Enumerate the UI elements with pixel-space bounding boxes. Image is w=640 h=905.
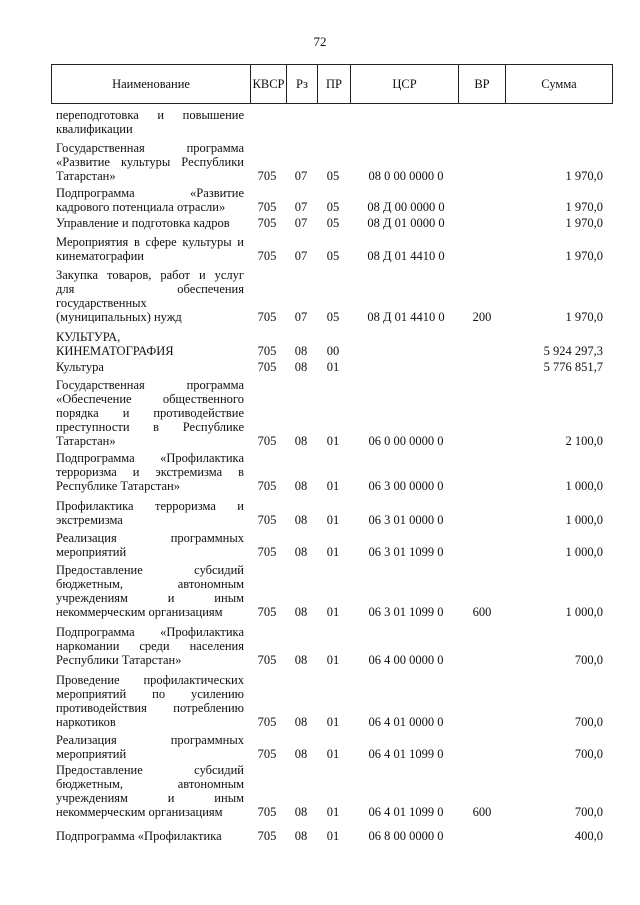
column-header-csr: ЦСР bbox=[351, 65, 459, 103]
cell-sum: 700,0 bbox=[574, 805, 603, 819]
cell-pr: 01 bbox=[326, 513, 340, 527]
cell-rz: 08 bbox=[294, 653, 308, 667]
row-name-line: квалификации bbox=[56, 122, 133, 136]
cell-kvsr: 705 bbox=[257, 479, 277, 493]
row-name-line: Закупка товаров, работ и услуг bbox=[56, 268, 244, 282]
row-name bbox=[56, 829, 244, 843]
cell-rz: 07 bbox=[294, 200, 308, 214]
row-name-line: кадрового потенциала отрасли» bbox=[56, 200, 226, 214]
cell-csr: 06 3 01 1099 0 bbox=[368, 605, 444, 619]
cell-rz: 08 bbox=[294, 805, 308, 819]
cell-pr: 01 bbox=[326, 605, 340, 619]
column-header-rz: Рз bbox=[287, 65, 318, 103]
row-name bbox=[56, 330, 244, 358]
cell-kvsr: 705 bbox=[257, 545, 277, 559]
cell-csr: 06 8 00 0000 0 bbox=[368, 829, 444, 843]
cell-rz: 07 bbox=[294, 310, 308, 324]
row-name-line: КИНЕМАТОГРАФИЯ bbox=[56, 344, 174, 358]
cell-sum: 1 000,0 bbox=[565, 545, 603, 559]
cell-csr: 06 3 01 1099 0 bbox=[368, 545, 444, 559]
cell-pr: 01 bbox=[326, 829, 340, 843]
column-header-vr: ВР bbox=[459, 65, 506, 103]
row-name-line: Проведение профилактических bbox=[56, 673, 244, 687]
table-header bbox=[51, 64, 613, 104]
cell-rz: 08 bbox=[294, 513, 308, 527]
cell-sum: 1 970,0 bbox=[565, 249, 603, 263]
column-header-kvsr: КВСР bbox=[251, 65, 287, 103]
cell-rz: 08 bbox=[294, 545, 308, 559]
row-name-line: некоммерческим организациям bbox=[56, 605, 223, 619]
cell-kvsr: 705 bbox=[257, 513, 277, 527]
cell-kvsr: 705 bbox=[257, 434, 277, 448]
row-name bbox=[56, 733, 244, 761]
cell-csr: 06 4 01 1099 0 bbox=[368, 747, 444, 761]
row-name bbox=[56, 563, 244, 619]
cell-kvsr: 705 bbox=[257, 169, 277, 183]
row-name-line: экстремизма bbox=[56, 513, 123, 527]
row-name-line: Подпрограмма «Профилактика bbox=[56, 625, 244, 639]
cell-sum: 400,0 bbox=[574, 829, 603, 843]
cell-sum: 700,0 bbox=[574, 715, 603, 729]
cell-rz: 07 bbox=[294, 249, 308, 263]
row-name bbox=[56, 499, 244, 527]
cell-csr: 06 3 01 0000 0 bbox=[368, 513, 444, 527]
cell-csr: 06 3 00 0000 0 bbox=[368, 479, 444, 493]
cell-pr: 01 bbox=[326, 545, 340, 559]
row-name-line: КУЛЬТУРА, bbox=[56, 330, 121, 344]
row-name-line: Республике Татарстан» bbox=[56, 479, 180, 493]
cell-csr: 08 0 00 0000 0 bbox=[368, 169, 444, 183]
cell-pr: 05 bbox=[326, 310, 340, 324]
row-name-line: порядка и противодействие bbox=[56, 406, 244, 420]
row-name-line: «Обеспечение общественного bbox=[56, 392, 244, 406]
cell-sum: 1 970,0 bbox=[565, 200, 603, 214]
cell-csr: 06 4 00 0000 0 bbox=[368, 653, 444, 667]
row-name-line: Подпрограмма «Развитие bbox=[56, 186, 244, 200]
row-name bbox=[56, 216, 244, 230]
cell-vr: 600 bbox=[472, 805, 492, 819]
row-name-line: государственных bbox=[56, 296, 147, 310]
row-name-line: Предоставление субсидий bbox=[56, 763, 244, 777]
row-name bbox=[56, 268, 244, 324]
cell-sum: 1 970,0 bbox=[565, 169, 603, 183]
cell-pr: 01 bbox=[326, 434, 340, 448]
row-name-line: Подпрограмма «Профилактика bbox=[56, 829, 222, 843]
cell-rz: 08 bbox=[294, 605, 308, 619]
cell-sum: 1 000,0 bbox=[565, 605, 603, 619]
row-name-line: наркотиков bbox=[56, 715, 116, 729]
cell-csr: 06 4 01 0000 0 bbox=[368, 715, 444, 729]
row-name-line: кинематографии bbox=[56, 249, 145, 263]
cell-pr: 01 bbox=[326, 715, 340, 729]
row-name-line: учреждениям и иным bbox=[56, 591, 244, 605]
cell-kvsr: 705 bbox=[257, 653, 277, 667]
cell-pr: 01 bbox=[326, 479, 340, 493]
row-name-line: Государственная программа bbox=[56, 141, 244, 155]
cell-csr: 08 Д 00 0000 0 bbox=[367, 200, 445, 214]
row-name-line: Реализация программных bbox=[56, 531, 244, 545]
row-name-line: Татарстан» bbox=[56, 169, 116, 183]
row-name-line: преступности в Республике bbox=[56, 420, 244, 434]
row-name-line: для обеспечения bbox=[56, 282, 244, 296]
row-name bbox=[56, 531, 244, 559]
cell-kvsr: 705 bbox=[257, 805, 277, 819]
cell-kvsr: 705 bbox=[257, 747, 277, 761]
row-name bbox=[56, 673, 244, 729]
page-number: 72 bbox=[313, 34, 327, 49]
row-name-line: мероприятий bbox=[56, 545, 127, 559]
cell-rz: 08 bbox=[294, 344, 308, 358]
cell-vr: 200 bbox=[472, 310, 492, 324]
column-header-name: Наименование bbox=[52, 65, 251, 103]
row-name-line: мероприятий по усилению bbox=[56, 687, 244, 701]
row-name-line: «Развитие культуры Республики bbox=[56, 155, 244, 169]
cell-rz: 08 bbox=[294, 479, 308, 493]
column-header-pr: ПР bbox=[318, 65, 351, 103]
cell-pr: 05 bbox=[326, 249, 340, 263]
cell-sum: 2 100,0 bbox=[565, 434, 603, 448]
row-name bbox=[56, 451, 244, 493]
row-name-line: Мероприятия в сфере культуры и bbox=[56, 235, 244, 249]
row-name bbox=[56, 625, 244, 667]
cell-kvsr: 705 bbox=[257, 216, 277, 230]
cell-sum: 5 924 297,3 bbox=[543, 344, 603, 358]
column-header-sum: Сумма bbox=[541, 77, 577, 91]
cell-rz: 08 bbox=[294, 434, 308, 448]
cell-sum: 1 000,0 bbox=[565, 479, 603, 493]
row-name-line: переподготовка и повышение bbox=[56, 108, 244, 122]
cell-sum: 1 970,0 bbox=[565, 310, 603, 324]
row-name-line: (муниципальных) нужд bbox=[56, 310, 182, 324]
cell-pr: 01 bbox=[326, 805, 340, 819]
cell-csr: 06 4 01 1099 0 bbox=[368, 805, 444, 819]
row-name-line: противодействия потреблению bbox=[56, 701, 244, 715]
cell-sum: 5 776 851,7 bbox=[543, 360, 603, 374]
row-name-line: Управление и подготовка кадров bbox=[56, 216, 230, 230]
cell-rz: 08 bbox=[294, 747, 308, 761]
cell-csr: 06 0 00 0000 0 bbox=[368, 434, 444, 448]
cell-kvsr: 705 bbox=[257, 344, 277, 358]
row-name-line: некоммерческим организациям bbox=[56, 805, 223, 819]
cell-csr: 08 Д 01 4410 0 bbox=[367, 310, 445, 324]
row-name-line: Татарстан» bbox=[56, 434, 116, 448]
row-name bbox=[56, 763, 244, 819]
row-name-line: Государственная программа bbox=[56, 378, 244, 392]
row-name-line: Профилактика терроризма и bbox=[56, 499, 244, 513]
cell-rz: 08 bbox=[294, 360, 308, 374]
cell-kvsr: 705 bbox=[257, 605, 277, 619]
row-name bbox=[56, 108, 244, 136]
cell-rz: 07 bbox=[294, 216, 308, 230]
cell-kvsr: 705 bbox=[257, 360, 277, 374]
cell-pr: 05 bbox=[326, 200, 340, 214]
row-name-line: мероприятий bbox=[56, 747, 127, 761]
row-name-line: терроризма и экстремизма в bbox=[56, 465, 244, 479]
cell-sum: 1 970,0 bbox=[565, 216, 603, 230]
cell-kvsr: 705 bbox=[257, 715, 277, 729]
row-name-line: Республики Татарстан» bbox=[56, 653, 182, 667]
cell-csr: 08 Д 01 0000 0 bbox=[367, 216, 445, 230]
cell-rz: 08 bbox=[294, 715, 308, 729]
row-name-line: Подпрограмма «Профилактика bbox=[56, 451, 244, 465]
row-name bbox=[56, 235, 244, 263]
row-name-line: бюджетным, автономным bbox=[56, 577, 244, 591]
cell-kvsr: 705 bbox=[257, 829, 277, 843]
row-name bbox=[56, 360, 244, 374]
row-name bbox=[56, 378, 244, 448]
cell-pr: 01 bbox=[326, 747, 340, 761]
cell-pr: 05 bbox=[326, 216, 340, 230]
row-name-line: бюджетным, автономным bbox=[56, 777, 244, 791]
cell-sum: 700,0 bbox=[574, 747, 603, 761]
row-name bbox=[56, 141, 244, 183]
cell-sum: 700,0 bbox=[574, 653, 603, 667]
cell-rz: 07 bbox=[294, 169, 308, 183]
cell-rz: 08 bbox=[294, 829, 308, 843]
cell-kvsr: 705 bbox=[257, 249, 277, 263]
row-name-line: Реализация программных bbox=[56, 733, 244, 747]
cell-kvsr: 705 bbox=[257, 200, 277, 214]
cell-pr: 01 bbox=[326, 653, 340, 667]
cell-sum: 1 000,0 bbox=[565, 513, 603, 527]
cell-pr: 00 bbox=[326, 344, 340, 358]
row-name-line: наркомании среди населения bbox=[56, 639, 244, 653]
row-name-line: Культура bbox=[56, 360, 104, 374]
cell-vr: 600 bbox=[472, 605, 492, 619]
cell-kvsr: 705 bbox=[257, 310, 277, 324]
row-name-line: Предоставление субсидий bbox=[56, 563, 244, 577]
cell-pr: 05 bbox=[326, 169, 340, 183]
row-name bbox=[56, 186, 244, 214]
cell-pr: 01 bbox=[326, 360, 340, 374]
row-name-line: учреждениям и иным bbox=[56, 791, 244, 805]
cell-csr: 08 Д 01 4410 0 bbox=[367, 249, 445, 263]
